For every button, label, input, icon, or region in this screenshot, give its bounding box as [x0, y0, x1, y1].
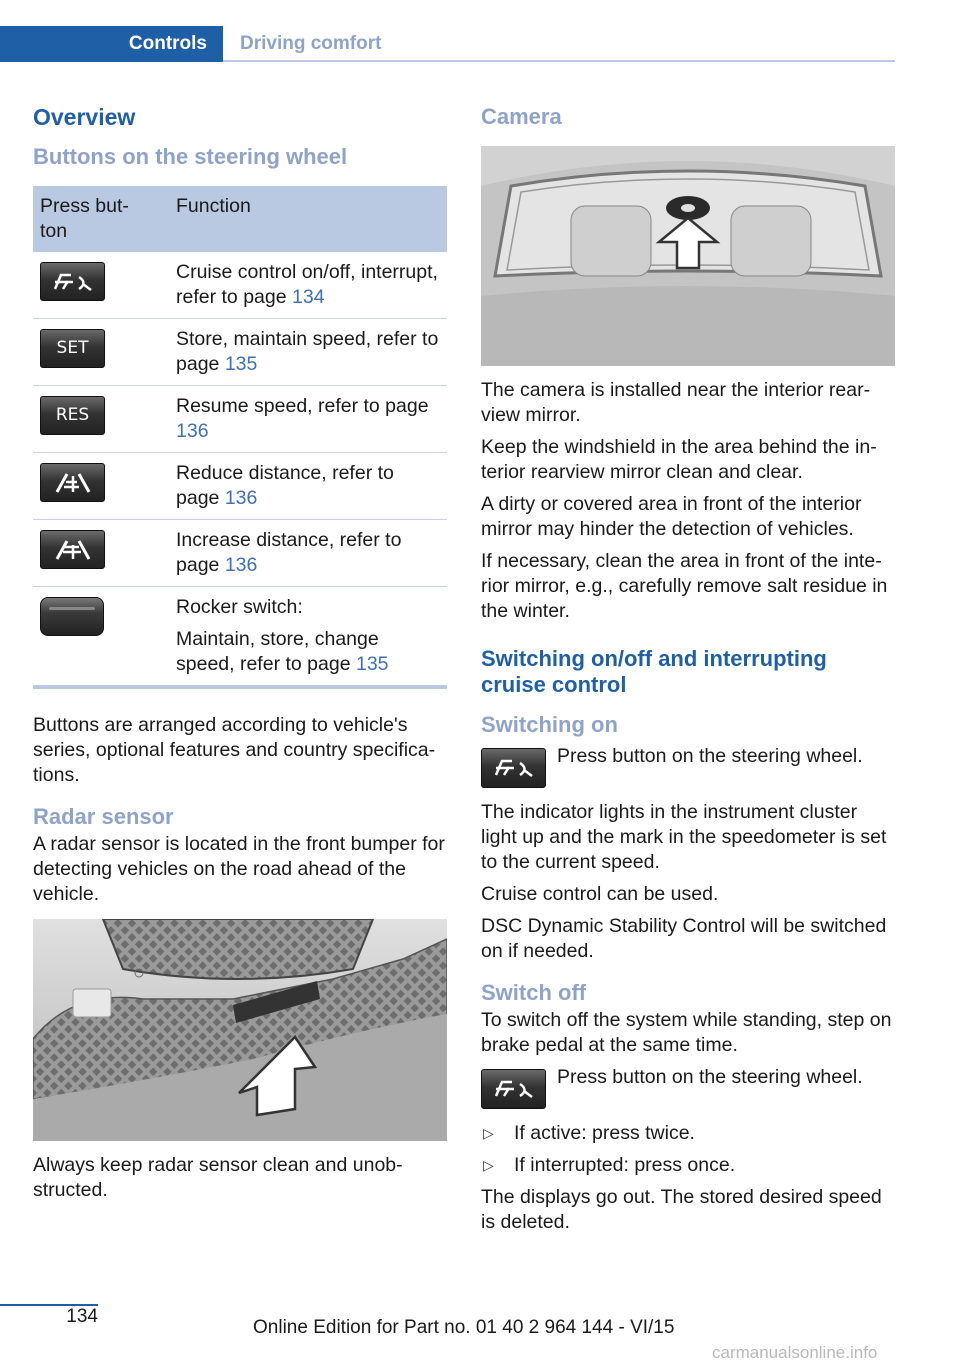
buttons-table: [33, 186, 447, 689]
page-link-135b[interactable]: 135: [355, 653, 389, 675]
radar-heading: Radar sensor: [33, 804, 174, 829]
steering-buttons-heading: Buttons on the steering wheel: [33, 144, 348, 169]
header-divider: [223, 60, 895, 62]
increase-distance-icon: [40, 530, 105, 569]
row-5-text: Increase distance, refer to page: [176, 529, 402, 576]
page-link-135[interactable]: 135: [224, 353, 258, 375]
switch-on-text: Press button on the steering wheel.: [557, 745, 863, 767]
table-row: [33, 386, 447, 453]
table-row: [33, 319, 447, 386]
switching-heading: Switching on/off and interrupting cruise control: [481, 646, 827, 697]
switch-on-p2: Cruise control can be used.: [481, 883, 719, 905]
camera-p3: A dirty or covered area in front of the interior mirror may hinder the detection of vehicles.: [481, 493, 862, 540]
cruise-control-icon: [481, 748, 546, 788]
camera-image: [481, 146, 895, 366]
row-1-text: Cruise control on/off, interrupt, refer to page: [176, 261, 438, 308]
page-number: 134: [66, 1306, 98, 1327]
page-link-136c[interactable]: 136: [224, 554, 258, 576]
list-item: ▷ If active: press twice.: [481, 1121, 895, 1146]
row-6-text: Maintain, store, change speed, refer to page: [176, 628, 379, 675]
radar-sensor-image: [33, 919, 447, 1141]
rocker-label: Rocker switch:: [176, 596, 303, 618]
camera-p1: The camera is installed near the interior rear-view mirror.: [481, 379, 871, 426]
table-row: [33, 453, 447, 520]
radar-text: A radar sensor is located in the front bumper for detecting vehicles on the road ahead of the vehicle.: [33, 833, 445, 905]
table-row: [33, 252, 447, 319]
edition-footer: Online Edition for Part no. 01 40 2 964 144 - VI/15: [253, 1317, 675, 1338]
res-button-icon: RES: [40, 396, 105, 435]
camera-p2: Keep the windshield in the area behind the in-terior rearview mirror clean and clear.: [481, 436, 877, 483]
tab-controls[interactable]: Controls: [0, 26, 223, 62]
switch-off-list: [481, 1121, 895, 1178]
buttons-note: Buttons are arranged according to vehicle's series, optional features and country specifica-tions.: [33, 714, 436, 786]
list-item: ▷ If interrupted: press once.: [481, 1153, 895, 1178]
rocker-switch-icon: [40, 597, 104, 636]
reduce-distance-icon: [40, 463, 105, 502]
col-press-button: Press but- ton: [33, 186, 169, 252]
set-button-icon: SET: [40, 329, 105, 368]
row-2-text: Store, maintain speed, refer to page: [176, 328, 439, 375]
right-column: [481, 100, 895, 1242]
switch-off-p1: To switch off the system while standing, step on brake pedal at the same time.: [481, 1009, 892, 1056]
col-function: Function: [169, 186, 447, 252]
header-bar: [0, 20, 895, 62]
table-row: [33, 520, 447, 587]
table-row: [33, 587, 447, 688]
tab-driving-comfort[interactable]: Driving comfort: [240, 33, 382, 54]
watermark: carmanualsonline.info: [712, 1343, 878, 1362]
overview-heading: Overview: [33, 104, 136, 130]
row-3-text: Resume speed, refer to page: [176, 395, 429, 417]
camera-heading: Camera: [481, 104, 562, 129]
switch-off-p2: The displays go out. The stored desired speed is deleted.: [481, 1186, 882, 1233]
camera-p4: If necessary, clean the area in front of the inte-rior mirror, e.g., carefully remove salt residue in the winter.: [481, 550, 888, 622]
switch-on-instruction: [481, 744, 895, 788]
left-column: [33, 100, 447, 1210]
switch-off-heading: Switch off: [481, 980, 587, 1005]
cruise-control-icon: [481, 1069, 546, 1109]
row-4-text: Reduce distance, refer to page: [176, 462, 394, 509]
cruise-control-icon: [40, 262, 105, 301]
radar-caption: Always keep radar sensor clean and unob-structed.: [33, 1154, 403, 1201]
page-link-136[interactable]: 136: [176, 420, 209, 442]
page-link-134[interactable]: 134: [292, 286, 325, 308]
switch-on-p3: DSC Dynamic Stability Control will be switched on if needed.: [481, 915, 887, 962]
switching-on-heading: Switching on: [481, 712, 618, 737]
switch-off-text: Press button on the steering wheel.: [557, 1066, 863, 1088]
switch-on-p1: The indicator lights in the instrument cluster light up and the mark in the speedometer is set to the current speed.: [481, 801, 887, 873]
switch-off-instruction: [481, 1065, 895, 1109]
page-link-136b[interactable]: 136: [224, 487, 258, 509]
